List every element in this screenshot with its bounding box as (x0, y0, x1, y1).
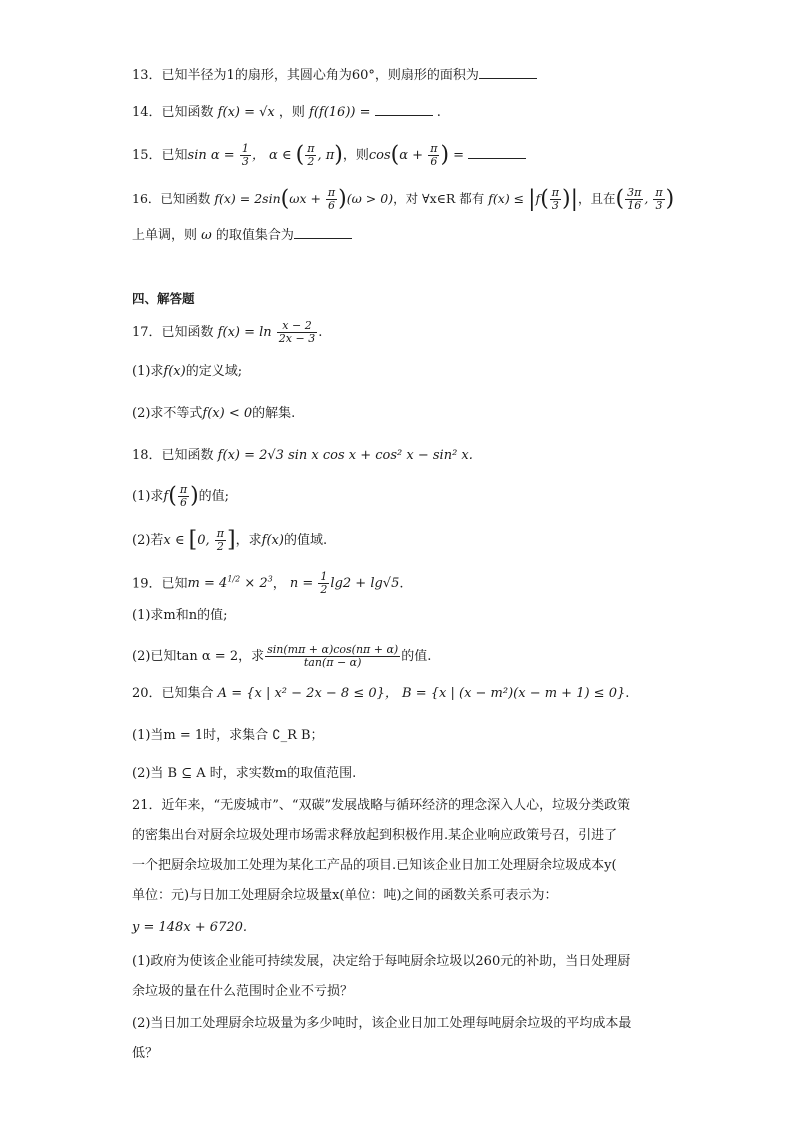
question-17: 17．已知函数 f(x) = ln $\frac{x - 2}{2x - 3}$ . (132, 319, 323, 345)
formula: $m = 4^{1/2} \times 2^3$ (187, 575, 273, 592)
question-21-line-4: 单位：元)与日加工处理厨余垃圾量x(单位：吨)之间的函数关系可表示为： (132, 888, 558, 903)
question-21-formula: y = 148x + 6720. (132, 920, 248, 935)
problem-16-text-5: 的取值集合为 (215, 228, 294, 243)
formula: ( $\frac{3\pi}{16}$ , $\frac{\pi}{3}$ ) (615, 186, 675, 212)
problem-13 (132, 66, 672, 86)
question-18-part-2 (132, 528, 672, 553)
part-text-2: 的值. (401, 649, 432, 664)
question-19-part-1 (132, 606, 672, 626)
question-18 (132, 446, 672, 466)
answer-blank (294, 226, 352, 239)
part-text: (2)求不等式 (132, 406, 203, 421)
question-17-part-1 (132, 362, 672, 382)
part-text-2: 的定义域; (185, 364, 243, 379)
question-21-part-2-line-2: 低？ (132, 1046, 159, 1061)
formula: ω (197, 228, 216, 243)
part-text: (1)当m = 1时，求集合 ∁_R B； (132, 728, 324, 743)
problem-16-cont (132, 226, 672, 246)
question-19: 19．已知$m = 4^{1/2} \times 2^3$， n = $\frac{1}{2}$ lg2 + lg√5. (132, 570, 404, 597)
question-18-part-1 (132, 484, 672, 509)
problem-16-text: 16．已知函数 (132, 191, 211, 206)
part-text: (1)求 (132, 364, 164, 379)
formula: f(x) ≤ |f( $\frac{\pi}{3}$ )| (484, 186, 579, 212)
question-17-stem: 17．已知函数 (132, 325, 214, 340)
question-20-stem: 20．已知集合 (132, 686, 214, 701)
part-text-2: ，求 (235, 533, 262, 548)
formula: f(f(16)) = (304, 105, 375, 120)
question-21-part-1-line-1: (1)政府为使该企业能可持续发展，决定给于每吨厨余垃圾以260元的补助，当日处理厨 (132, 954, 631, 969)
formula: f(x) (163, 364, 186, 379)
section-heading: 四、解答题 (132, 291, 195, 306)
answer-blank (479, 66, 537, 79)
formula: x ∈ [0, $\frac{\pi}{2}$ ] (163, 527, 236, 553)
part-text: (2)若 (132, 533, 164, 548)
problem-14-text-2: ，则 (278, 105, 305, 120)
question-19-stem: 19．已知 (132, 576, 188, 592)
formula: cos(α + $\frac{\pi}{6}$ ) = (368, 142, 469, 168)
problem-16-text-3: ，且在 (578, 191, 616, 206)
answer-blank (375, 103, 433, 116)
problem-13-text: 13．已知半径为1的扇形，其圆心角为60°，则扇形的面积为 (132, 68, 479, 83)
formula: f(x) = √x (213, 105, 279, 120)
question-21-part-2-line-1: (2)当日加工处理厨余垃圾量为多少吨时，该企业日加工处理每吨厨余垃圾的平均成本最 (132, 1016, 632, 1031)
formula: f(x) = 2√3 sin x cos x + cos² x − sin² x. (213, 448, 473, 463)
part-text: (1)求 (132, 489, 164, 504)
formula: f( $\frac{\pi}{6}$ ) (163, 483, 199, 509)
question-20-part-1 (132, 726, 672, 746)
problem-14: 14．已知函数 f(x) = √x ，则 f(f(16)) = . (132, 105, 441, 120)
question-21-line-1: 21．近年来，“无废城市”、“双碳”发展战略与循环经济的理念深入人心，垃圾分类政策 (132, 798, 631, 813)
part-text: (2)当 B ⊆ A 时，求实数m的取值范围. (132, 766, 357, 781)
question-18-stem: 18．已知函数 (132, 448, 214, 463)
problem-14-text: 14．已知函数 (132, 105, 214, 120)
part-text-3: 的值域. (283, 533, 328, 548)
formula: $\frac{\sin(m\pi + \alpha)\cos(n\pi + \alpha)}{\tan(\pi - \alpha)}$ (267, 643, 399, 669)
question-19-part-2 (132, 644, 672, 669)
problem-15-text-2: ，则 (342, 148, 369, 163)
formula: f(x) (261, 533, 284, 548)
part-text: (1)求m和n的值; (132, 608, 228, 623)
question-21-line-3: 一个把厨余垃圾加工处理为某化工产品的项目.已知该企业日加工处理厨余垃圾成本y( (132, 858, 617, 873)
answer-blank (468, 146, 526, 159)
formula: f(x) = ln $\frac{x - 2}{2x - 3}$ (213, 319, 316, 345)
formula: f(x) = 2sin(ωx + $\frac{\pi}{6}$ )(ω > 0) (210, 186, 394, 212)
formula: f(x) < 0 (202, 406, 253, 421)
problem-16-text-4: 上单调，则 (132, 228, 198, 243)
question-20-part-2 (132, 764, 672, 784)
question-20: 20．已知集合 A = {x | x² − 2x − 8 ≤ 0}， B = {x | (x − m²)(x − m + 1) ≤ 0}. (132, 686, 630, 701)
question-21-part-1-line-2: 余垃圾的量在什么范围时企业不亏损？ (132, 984, 354, 999)
part-text: (2)已知tan α = 2，求 (132, 649, 265, 664)
problem-15-text: 15．已知 (132, 148, 188, 163)
problem-16-text-2: ，对 ∀x∈R 都有 (393, 191, 485, 206)
formula: A = {x | x² − 2x − 8 ≤ 0}， B = {x | (x − m²)(x − m + 1) ≤ 0} (213, 686, 626, 701)
question-17-part-2 (132, 404, 672, 424)
problem-16 (132, 186, 675, 212)
formula: n = $\frac{1}{2}$ lg2 + lg√5 (285, 570, 400, 597)
part-text-2: 的值; (198, 489, 230, 504)
question-21-line-2: 的密集出台对厨余垃圾处理市场需求释放起到积极作用.某企业响应政策号召，引进了 (132, 828, 618, 843)
problem-15 (132, 143, 672, 168)
formula: sin α = $\frac{1}{3}$ ， α ∈ ( $\frac{\pi}{2}$ , π) (187, 142, 343, 168)
part-text-2: 的解集. (252, 406, 296, 421)
